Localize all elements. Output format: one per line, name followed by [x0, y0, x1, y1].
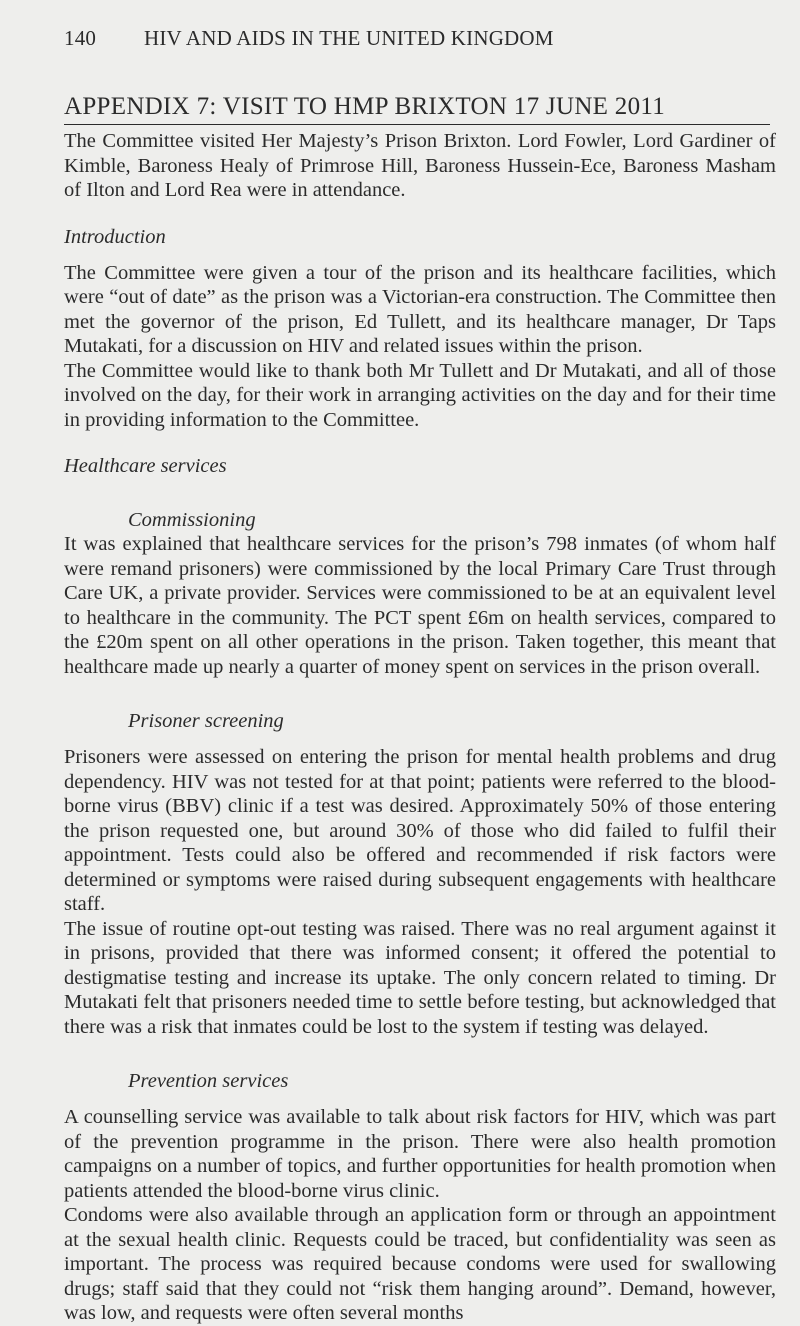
introduction-paragraph: The Committee were given a tour of the prison and its healthcare facilities, which were “out of date” as the prison was a Victorian-era construction. The Committee then met the governor of the prison, Ed Tullett, and its healthcare manager, Dr Taps Mutakati, for a discussion on HIV and related issues within the prison. [64, 261, 776, 357]
prevention-paragraph: Condoms were also available through an application form or through an appointment at the sexual health clinic. Requests could be traced, but confidentiality was seen as important. The process was required because condoms were used for swallowing drugs; staff said that they could not “risk them hanging around”. Demand, however, was low, and requests were often several months [64, 1204, 776, 1324]
attendance-paragraph: The Committee visited Her Majesty’s Prison Brixton. Lord Fowler, Lord Gardiner of Kimble, Baroness Healy of Primrose Hill, Baroness Hussein-Ece, Baroness Masham of Ilton and Lord Rea were in attendance. [64, 130, 776, 201]
title-rule [64, 124, 770, 125]
commissioning-heading: Commissioning [128, 509, 256, 531]
prevention-services-heading: Prevention services [128, 1070, 289, 1092]
running-head [64, 26, 554, 51]
commissioning-paragraph: It was explained that healthcare services for the prison’s 798 inmates (of whom half were remand prisoners) were commissioned by the local Primary Care Trust through Care UK, a private provider. Services were commissioned to be at an equivalent level to healthcare in the community. The PCT spent £6m on health services, compared to the £20m spent on all other operations in the prison. Taken together, this meant that healthcare made up nearly a quarter of money spent on services in the prison overall. [64, 533, 776, 678]
running-head-title: HIV AND AIDS IN THE UNITED KINGDOM [144, 26, 554, 50]
page-content [64, 92, 776, 1326]
appendix-title: APPENDIX 7: VISIT TO HMP BRIXTON 17 JUNE 2011 [64, 93, 666, 120]
prevention-paragraph: A counselling service was available to talk about risk factors for HIV, which was part of the prevention programme in the prison. There were also health promotion campaigns on a number of topics, and further opportunities for health promotion when patients attended the blood-borne virus clinic. [64, 1106, 776, 1202]
screening-paragraph: Prisoners were assessed on entering the prison for mental health problems and drug dependency. HIV was not tested for at that point; patients were referred to the blood-borne virus (BBV) clinic if a test was desired. Approximately 50% of those entering the prison requested one, but around 30% of those who did failed to fulfil their appointment. Tests could also be offered and recommended if risk factors were determined or symptoms were raised during subsequent engagements with healthcare staff. [64, 746, 776, 915]
page-number: 140 [64, 26, 97, 50]
screening-paragraph: The issue of routine opt-out testing was raised. There was no real argument against it in prisons, provided that there was informed consent; it offered the potential to destigmatise testing and increase its uptake. The only concern related to timing. Dr Mutakati felt that prisoners needed time to settle before testing, but acknowledged that there was a risk that inmates could be lost to the system if testing was delayed. [64, 917, 776, 1038]
prisoner-screening-heading: Prisoner screening [128, 710, 284, 732]
healthcare-services-heading: Healthcare services [64, 455, 227, 477]
introduction-paragraph: The Committee would like to thank both Mr Tullett and Dr Mutakati, and all of those involved on the day, for their work in arranging activities on the day and for their time in providing information to the Committee. [64, 359, 776, 431]
introduction-heading: Introduction [64, 225, 166, 248]
